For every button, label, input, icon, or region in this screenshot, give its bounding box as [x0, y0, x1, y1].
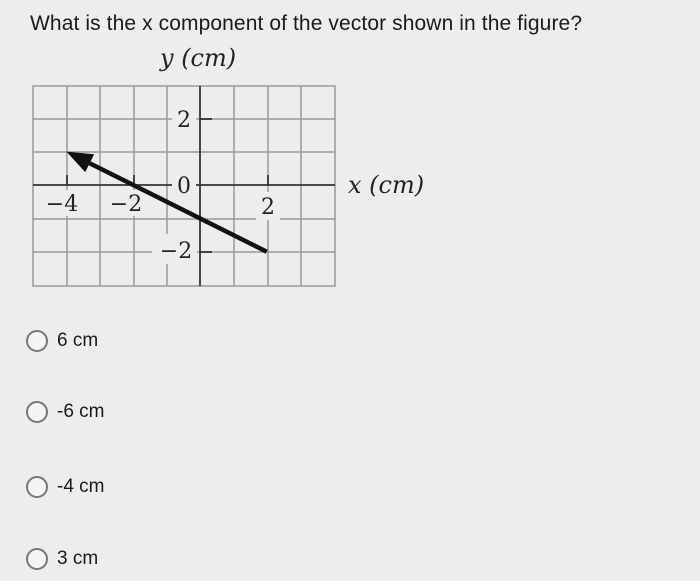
option-label: 6 cm: [57, 330, 99, 351]
option-3cm[interactable]: [26, 548, 98, 570]
x-axis-label: x (cm): [348, 171, 425, 199]
radio-button[interactable]: [26, 401, 48, 423]
option-label: -4 cm: [57, 476, 105, 497]
question-text: What is the x component of the vector shown in the figure?: [30, 12, 583, 35]
radio-button[interactable]: [26, 330, 48, 352]
y-axis-label: y (cm): [160, 44, 237, 72]
x-tick-label-neg4: −4: [45, 192, 79, 217]
option-label: 3 cm: [57, 548, 99, 569]
radio-button[interactable]: [26, 476, 48, 498]
vector-arrowhead: [66, 152, 94, 173]
y-tick-label-0: 0: [177, 174, 191, 199]
y-tick-label-2: 2: [177, 108, 191, 133]
x-tick-label-neg2: −2: [109, 192, 143, 217]
option-neg4cm[interactable]: [26, 476, 105, 498]
x-tick-label-2: 2: [261, 195, 275, 220]
option-neg6cm[interactable]: [26, 401, 105, 423]
option-label: -6 cm: [57, 401, 105, 422]
radio-button[interactable]: [26, 548, 48, 570]
y-tick-label-neg2: −2: [159, 239, 193, 264]
option-6cm[interactable]: [26, 330, 98, 352]
